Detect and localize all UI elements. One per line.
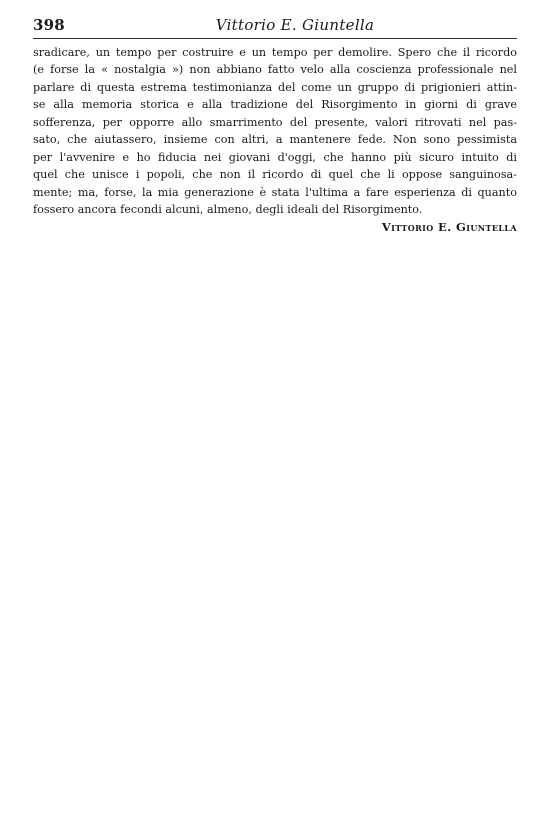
- body-line: parlare di questa estrema testimonianza del come un gruppo di prigionieri attin-: [33, 80, 517, 94]
- author-signature: Vittorio E. Giuntella: [381, 220, 517, 234]
- body-line: sofferenza, per opporre allo smarrimento del presente, valori ritrovati nel pas-: [33, 115, 517, 129]
- body-line: se alla memoria storica e alla tradizione del Risorgimento in giorni di grave: [33, 98, 517, 112]
- body-text: [33, 44, 517, 218]
- header-rule: [33, 38, 517, 39]
- running-head: Vittorio E. Giuntella: [215, 16, 375, 34]
- body-line: (e forse la « nostalgia ») non abbiano fatto velo alla coscienza professionale nel: [33, 63, 517, 77]
- page-header: [33, 14, 517, 36]
- body-line: mente; ma, forse, la mia generazione è stata l'ultima a fare esperienza di quanto: [33, 185, 517, 199]
- body-line: sradicare, un tempo per costruire e un tempo per demolire. Spero che il ricordo: [33, 46, 517, 59]
- body-line: sato, che aiutassero, insieme con altri, a mantenere fede. Non sono pessimista: [33, 133, 517, 147]
- body-line: quel che unisce i popoli, che non il ricordo di quel che li oppose sanguinosa-: [33, 168, 517, 182]
- page-number: 398: [33, 16, 65, 34]
- body-line: fossero ancora fecondi alcuni, almeno, degli ideali del Risorgimento.: [33, 202, 423, 216]
- body-line: per l'avvenire e ho fiducia nei giovani d'oggi, che hanno più sicuro intuito di: [33, 150, 517, 164]
